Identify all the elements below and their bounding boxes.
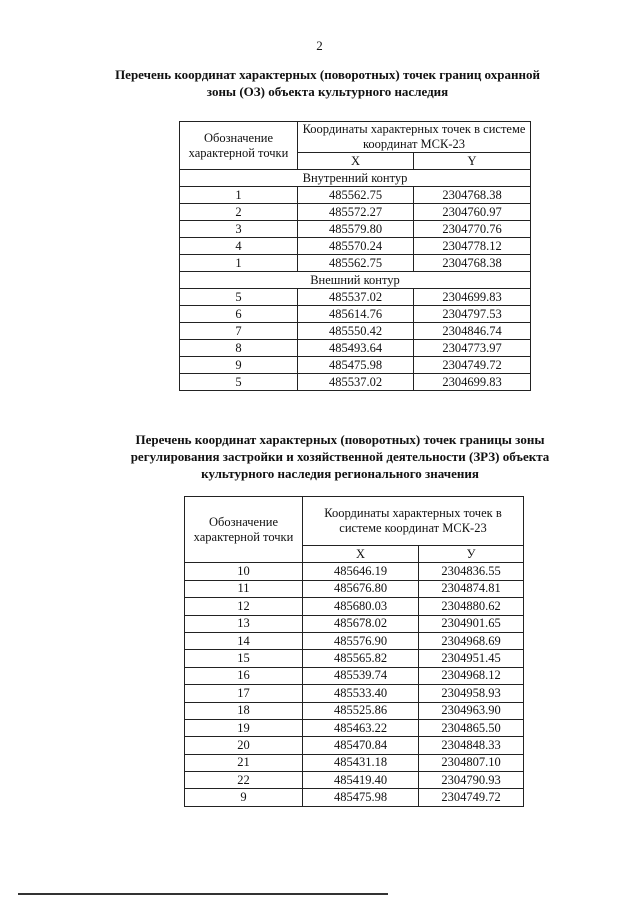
cell-point: 1 [180,187,298,204]
cell-point: 13 [185,615,303,632]
cell-x: 485470.84 [303,737,419,754]
cell-x: 485550.42 [298,323,414,340]
table-row [180,340,531,357]
cell-point: 1 [180,255,298,272]
cell-x: 485646.19 [303,563,419,580]
cell-x: 485572.27 [298,204,414,221]
cell-x: 485533.40 [303,685,419,702]
oz-title-line2: зоны (ОЗ) объекта культурного наследия [206,84,449,99]
cell-x: 485562.75 [298,187,414,204]
cell-point: 21 [185,754,303,771]
cell-point: 14 [185,632,303,649]
cell-x: 485614.76 [298,306,414,323]
cell-y: 2304749.72 [414,357,531,374]
cell-point: 9 [185,789,303,806]
table-row [185,650,524,667]
cell-y: 2304749.72 [419,789,524,806]
outer-contour-row-label: Внешний контур [180,272,531,289]
oz-coordinates-table [179,121,531,391]
zrz-header-coords: Координаты характерных точек в системе координат МСК-23 [303,497,524,546]
inner-contour-row-label: Внутренний контур [180,170,531,187]
page-number: 2 [316,38,323,53]
cell-point: 3 [180,221,298,238]
cell-point: 15 [185,650,303,667]
cell-point: 5 [180,289,298,306]
cell-x: 485475.98 [298,357,414,374]
oz-header-x: X [298,153,414,170]
zrz-header-x: X [303,546,419,563]
cell-y: 2304699.83 [414,374,531,391]
table-row [185,580,524,597]
outer-contour-row [180,272,531,289]
cell-x: 485537.02 [298,289,414,306]
cell-y: 2304963.90 [419,702,524,719]
cell-point: 22 [185,772,303,789]
table-row [185,789,524,806]
cell-x: 485525.86 [303,702,419,719]
inner-contour-row [180,170,531,187]
table-row [180,187,531,204]
cell-y: 2304807.10 [419,754,524,771]
cell-point: 20 [185,737,303,754]
footer-rule [18,893,388,895]
cell-y: 2304773.97 [414,340,531,357]
cell-x: 485537.02 [298,374,414,391]
zrz-title-line1: Перечень координат характерных (поворотных) точек границы зоны [135,432,545,447]
cell-x: 485431.18 [303,754,419,771]
cell-point: 12 [185,598,303,615]
zrz-header-point: Обозначение характерной точки [185,497,303,563]
table-row [180,306,531,323]
zrz-header-y: У [419,546,524,563]
cell-point: 18 [185,702,303,719]
cell-y: 2304836.55 [419,563,524,580]
table-row [185,754,524,771]
table-row [185,719,524,736]
cell-y: 2304768.38 [414,255,531,272]
cell-x: 485565.82 [303,650,419,667]
oz-table-title [95,66,560,100]
cell-x: 485539.74 [303,667,419,684]
zrz-title-line2: регулирования застройки и хозяйственной деятельности (ЗРЗ) объекта [130,449,550,464]
table-row [180,374,531,391]
table-row [180,204,531,221]
cell-point: 7 [180,323,298,340]
table-row [180,323,531,340]
cell-point: 19 [185,719,303,736]
zrz-title-line3: культурного наследия регионального значения [201,466,479,481]
cell-y: 2304699.83 [414,289,531,306]
cell-x: 485463.22 [303,719,419,736]
cell-y: 2304968.69 [419,632,524,649]
cell-x: 485562.75 [298,255,414,272]
cell-point: 4 [180,238,298,255]
cell-point: 10 [185,563,303,580]
cell-y: 2304768.38 [414,187,531,204]
cell-point: 6 [180,306,298,323]
table-row [185,632,524,649]
cell-y: 2304865.50 [419,719,524,736]
table-row [180,221,531,238]
cell-y: 2304848.33 [419,737,524,754]
cell-point: 16 [185,667,303,684]
oz-title-line1: Перечень координат характерных (поворотных) точек границ охранной [115,67,540,82]
cell-y: 2304951.45 [419,650,524,667]
table-row [185,772,524,789]
table-row [185,598,524,615]
cell-point: 11 [185,580,303,597]
cell-point: 9 [180,357,298,374]
cell-point: 8 [180,340,298,357]
cell-x: 485493.64 [298,340,414,357]
oz-header-y: Y [414,153,531,170]
table-row [180,255,531,272]
cell-x: 485576.90 [303,632,419,649]
table-row [185,615,524,632]
table-row [185,667,524,684]
table-row [185,702,524,719]
cell-y: 2304778.12 [414,238,531,255]
table-row [180,357,531,374]
cell-y: 2304958.93 [419,685,524,702]
zrz-coordinates-table [184,496,524,807]
cell-point: 17 [185,685,303,702]
cell-x: 485680.03 [303,598,419,615]
cell-x: 485676.80 [303,580,419,597]
cell-y: 2304880.62 [419,598,524,615]
zrz-table-title [100,431,580,482]
cell-x: 485475.98 [303,789,419,806]
cell-x: 485570.24 [298,238,414,255]
oz-header-point: Обозначение характерной точки [180,122,298,170]
oz-header-coords: Координаты характерных точек в системе координат МСК-23 [298,122,531,153]
cell-x: 485579.80 [298,221,414,238]
table-row [180,238,531,255]
table-row [180,289,531,306]
cell-y: 2304770.76 [414,221,531,238]
cell-point: 2 [180,204,298,221]
cell-y: 2304797.53 [414,306,531,323]
table-row [185,685,524,702]
table-row [185,563,524,580]
cell-y: 2304968.12 [419,667,524,684]
cell-x: 485419.40 [303,772,419,789]
cell-y: 2304846.74 [414,323,531,340]
cell-y: 2304874.81 [419,580,524,597]
cell-y: 2304790.93 [419,772,524,789]
cell-point: 5 [180,374,298,391]
table-row [185,737,524,754]
cell-y: 2304760.97 [414,204,531,221]
cell-y: 2304901.65 [419,615,524,632]
cell-x: 485678.02 [303,615,419,632]
